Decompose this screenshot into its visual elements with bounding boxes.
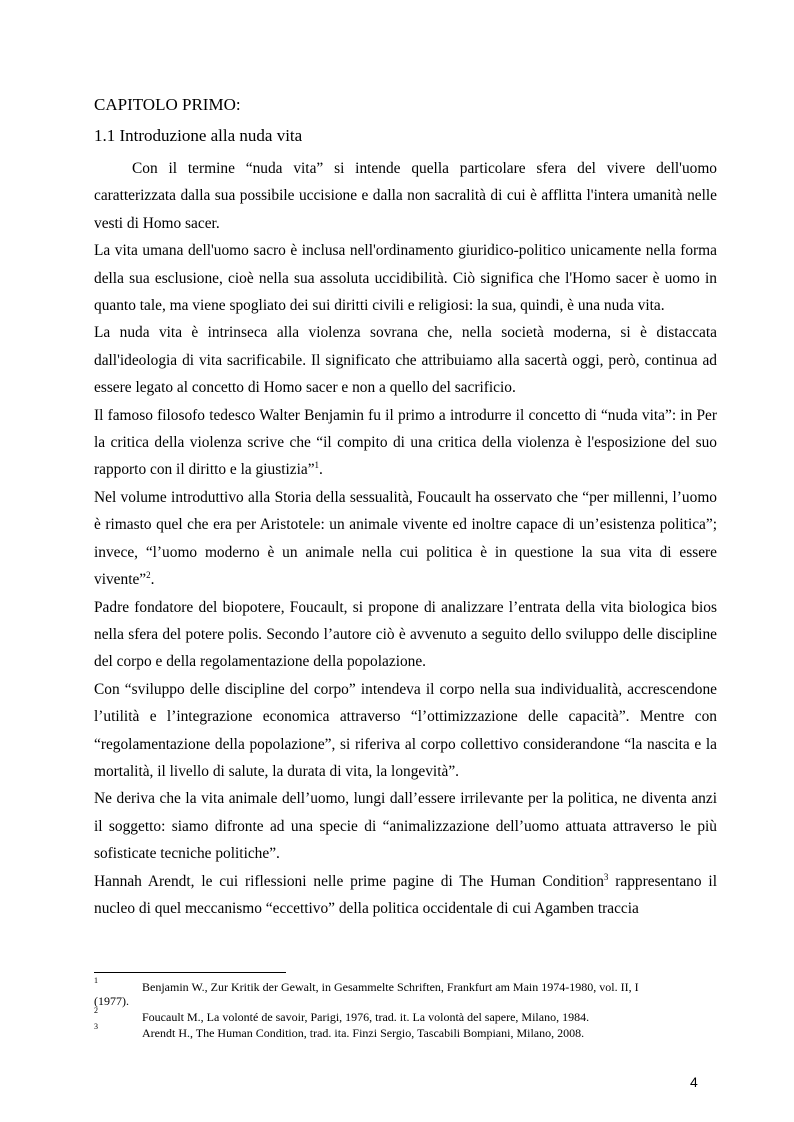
footnote: [94, 976, 717, 1008]
paragraph-text: Nel volume introduttivo alla Storia della sessualità, Foucault ha osservato che “per millenni, l’uomo è rimasto quel che era per Aristotele: un animale vivente ed inoltre capace di un’esistenza politica”; invece, “l’uomo moderno è un animale nella cui politica è in questione la sua vita di essere vivente”: [94, 488, 717, 589]
paragraph: [94, 868, 717, 923]
paragraph: [94, 484, 717, 594]
footnote-ref[interactable]: 2: [146, 569, 151, 580]
paragraph-text: Padre fondatore del biopotere, Foucault, si propone di analizzare l’entrata della vita biologica bios nella sfera del potere polis. Secondo l’autore ciò è avvenuto a seguito dello sviluppo delle discipline del corpo e della regolamentazione della popolazione.: [94, 598, 717, 671]
paragraph: [94, 594, 717, 676]
footnote-separator: [94, 972, 286, 973]
paragraph-text: La vita umana dell'uomo sacro è inclusa nell'ordinamento giuridico-politico unicamente nella forma della sua esclusione, cioè nella sua assoluta uccidibilità. Ciò significa che l'Homo sacer è uomo in quanto tale, ma viene spogliato dei sui diritti civili e religiosi: la sua, quindi, è una nuda vita.: [94, 242, 717, 315]
footnote-number: 3: [94, 1022, 98, 1031]
paragraph-end: .: [150, 571, 155, 589]
paragraph-text: La nuda vita è intrinseca alla violenza sovrana che, nella società moderna, si è distaccata dall'ideologia di vita sacrificabile. Il significato che attribuiamo alla sacertà oggi, però, continua ad essere legato al concetto di Homo sacer e non a quello del sacrificio.: [94, 324, 717, 397]
chapter-title: CAPITOLO PRIMO:: [94, 95, 241, 114]
paragraph-text: Con il termine “nuda vita” si intende quella particolare sfera del vivere dell'uomo caratterizzata dalla sua possibile uccisione e dalla non sacralità di cui è afflitta l'intera umanità nelle vesti di Homo sacer.: [94, 160, 717, 232]
paragraph: [94, 237, 717, 319]
paragraph-text: Ne deriva che la vita animale dell’uomo, lungi dall’essere irrilevante per la politica, ne diventa anzi il soggetto: siamo difronte ad una specie di “animalizzazione dell’uomo attuata attraverso le più sofisticate tecniche politiche”.: [94, 790, 717, 863]
footnote-ref[interactable]: 1: [314, 460, 320, 471]
paragraph-text: Con “sviluppo delle discipline del corpo” intendeva il corpo nella sua individualità, accrescendone l’utilità e l’integrazione economica attraverso “l’ottimizzazione delle capacità”. Mentre con “regolamentazione della popolazione”, si riferiva al corpo collettivo considerandone “la nascita e la mortalità, il livello di salute, la durata di vita, la longevità”.: [94, 680, 717, 780]
paragraph: [94, 402, 717, 484]
footnote: [94, 1022, 717, 1040]
body-text: [94, 155, 717, 922]
section-title: 1.1 Introduzione alla nuda vita: [94, 126, 303, 145]
paragraph: [94, 319, 717, 401]
footnote-text-continuation: (1977).: [94, 994, 129, 1008]
footnote-number: 1: [94, 976, 98, 985]
paragraph: [94, 676, 717, 786]
footnote-ref[interactable]: 3: [603, 871, 609, 882]
footnotes: [94, 976, 717, 1040]
footnote-text: Benjamin W., Zur Kritik der Gewalt, in Gesammelte Schriften, Frankfurt am Main 1974-1980, vol. II, I: [142, 980, 639, 994]
paragraph-text: rappresentano il nucleo di quel meccanismo “eccettivo” della politica occidentale di cui Agamben traccia: [94, 872, 717, 917]
paragraph: [94, 155, 717, 237]
footnote-text: Arendt H., The Human Condition, trad. ita. Finzi Sergio, Tascabili Bompiani, Milano, 2008.: [142, 1026, 585, 1040]
paragraph-end: .: [319, 461, 323, 479]
footnote: [94, 1006, 717, 1024]
paragraph-text: Il famoso filosofo tedesco Walter Benjamin fu il primo a introdurre il concetto di “nuda vita”: in Per la critica della violenza scrive che “il compito di una critica della violenza è l'esposizione del suo rapporto con il diritto e la giustizia”: [94, 406, 717, 479]
paragraph: [94, 785, 717, 867]
footnote-number: 2: [94, 1006, 98, 1015]
page-number: 4: [690, 1074, 698, 1090]
footnote-text: Foucault M., La volonté de savoir, Parigi, 1976, trad. it. La volontà del sapere, Milano, 1984.: [142, 1010, 590, 1024]
paragraph-text: Hannah Arendt, le cui riflessioni nelle prime pagine di The Human Condition: [94, 872, 604, 890]
